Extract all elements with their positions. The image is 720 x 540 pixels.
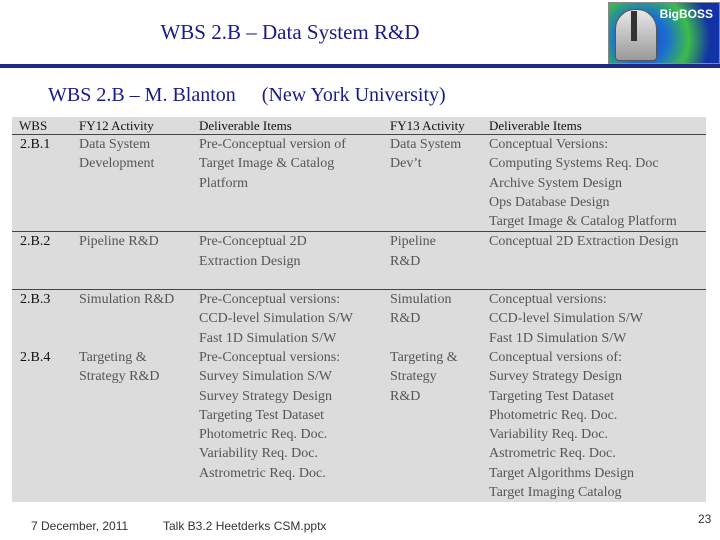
cell-line: Pipeline	[390, 234, 436, 250]
cell-line: Targeting Test Dataset	[199, 407, 325, 423]
fy12-deliverables-cell	[192, 232, 383, 290]
wbs-cell: 2.B.3	[12, 290, 72, 348]
table-row	[12, 290, 706, 348]
fy13-deliverables-cell	[482, 290, 706, 348]
cell-line: Pre-Conceptual 2D	[199, 234, 307, 250]
cell-line: R&D	[390, 253, 421, 269]
cell-line: Simulation R&D	[79, 292, 175, 308]
wbs-table	[12, 117, 706, 502]
cell-line: Extraction Design	[199, 253, 301, 269]
fy13-deliverables-cell	[482, 232, 706, 290]
subtitle-institution: (New York University)	[261, 84, 446, 106]
cell-line: Survey Simulation S/W	[199, 369, 332, 385]
table-row	[12, 348, 706, 502]
cell-line: Conceptual versions:	[489, 292, 607, 308]
cell-line: R&D	[390, 388, 421, 404]
fy13-activity-cell	[383, 232, 482, 290]
cell-line: Computing Systems Req. Doc	[489, 156, 659, 172]
logo-text: BigBOSS	[659, 7, 713, 21]
fy12-deliverables-cell	[192, 290, 383, 348]
table-row	[12, 135, 706, 232]
header-fy13-deliverables: Deliverable Items	[489, 118, 582, 133]
dome-slit-icon	[631, 11, 637, 41]
cell-line: Photometric Req. Doc.	[489, 407, 618, 423]
header-wbs: WBS	[19, 118, 48, 133]
cell-line: CCD-level Simulation S/W	[199, 311, 353, 327]
cell-line: Ops Database Design	[489, 194, 610, 210]
fy12-activity-cell	[72, 135, 192, 232]
cell-line: Fast 1D Simulation S/W	[199, 330, 337, 346]
cell-line: Strategy R&D	[79, 369, 160, 385]
footer-talk: Talk B3.2 Heetderks CSM.pptx	[163, 519, 327, 533]
cell-line: CCD-level Simulation S/W	[489, 311, 643, 327]
table-body	[12, 135, 706, 503]
cell-line: R&D	[390, 311, 421, 327]
cell-line: Simulation	[390, 292, 452, 308]
cell-line: Targeting Test Dataset	[489, 388, 615, 404]
cell-line: Conceptual Versions:	[489, 137, 609, 152]
cell-line: Strategy	[390, 369, 437, 385]
slide-subtitle	[48, 84, 446, 107]
cell-line: Data System	[79, 137, 151, 152]
fy13-activity-cell	[383, 135, 482, 232]
wbs-cell: 2.B.2	[12, 232, 72, 290]
fy12-activity-cell	[72, 348, 192, 502]
header-fy13-activity: FY13 Activity	[390, 118, 465, 133]
cell-line: Conceptual versions of:	[489, 349, 622, 365]
cell-line: Photometric Req. Doc.	[199, 427, 328, 443]
wbs-cell: 2.B.1	[12, 135, 72, 232]
bigboss-logo	[608, 2, 720, 64]
cell-line: Conceptual 2D Extraction Design	[489, 234, 679, 250]
cell-line: Pre-Conceptual versions:	[199, 292, 341, 308]
slide-title: WBS 2.B – Data System R&D	[160, 20, 420, 44]
cell-line: Archive System Design	[489, 175, 622, 191]
header-fy12-deliverables: Deliverable Items	[199, 118, 292, 133]
fy13-activity-cell	[383, 290, 482, 348]
page-number: 23	[698, 512, 712, 526]
fy13-activity-cell	[383, 348, 482, 502]
cell-line: Target Algorithms Design	[489, 465, 634, 481]
cell-line: Targeting &	[79, 349, 147, 365]
cell-line: Platform	[199, 175, 248, 191]
cell-line: Pipeline R&D	[79, 234, 159, 250]
fy13-deliverables-cell	[482, 135, 706, 232]
fy13-deliverables-cell	[482, 348, 706, 502]
title-divider	[0, 64, 720, 68]
fy12-activity-cell	[72, 232, 192, 290]
subtitle-name: WBS 2.B – M. Blanton	[48, 84, 236, 106]
fy12-activity-cell	[72, 290, 192, 348]
cell-line: Variability Req. Doc.	[199, 446, 318, 462]
fy12-deliverables-cell	[192, 135, 383, 232]
footer-date: 7 December, 2011	[31, 519, 129, 533]
cell-line: Target Image & Catalog	[199, 156, 335, 172]
wbs-cell: 2.B.4	[20, 349, 51, 365]
cell-line: Target Image & Catalog Platform	[489, 214, 677, 230]
cell-line: Targeting &	[390, 349, 458, 365]
cell-line: Survey Strategy Design	[489, 369, 622, 385]
cell-line: Fast 1D Simulation S/W	[489, 330, 627, 346]
table-row	[12, 232, 706, 290]
cell-line: Target Imaging Catalog	[489, 485, 622, 501]
table-header-row	[12, 117, 706, 135]
cell-line: Astrometric Req. Doc.	[489, 446, 616, 462]
cell-line: Astrometric Req. Doc.	[199, 465, 326, 481]
header-fy12-activity: FY12 Activity	[79, 118, 154, 133]
cell-line: Pre-Conceptual versions:	[199, 349, 341, 365]
cell-line: Dev’t	[390, 156, 422, 172]
cell-line: Data System	[390, 137, 462, 152]
cell-line: Development	[79, 156, 155, 172]
fy12-deliverables-cell	[192, 348, 383, 502]
cell-line: Pre-Conceptual version of	[199, 137, 346, 152]
cell-line: Survey Strategy Design	[199, 388, 332, 404]
cell-line: Variability Req. Doc.	[489, 427, 608, 443]
